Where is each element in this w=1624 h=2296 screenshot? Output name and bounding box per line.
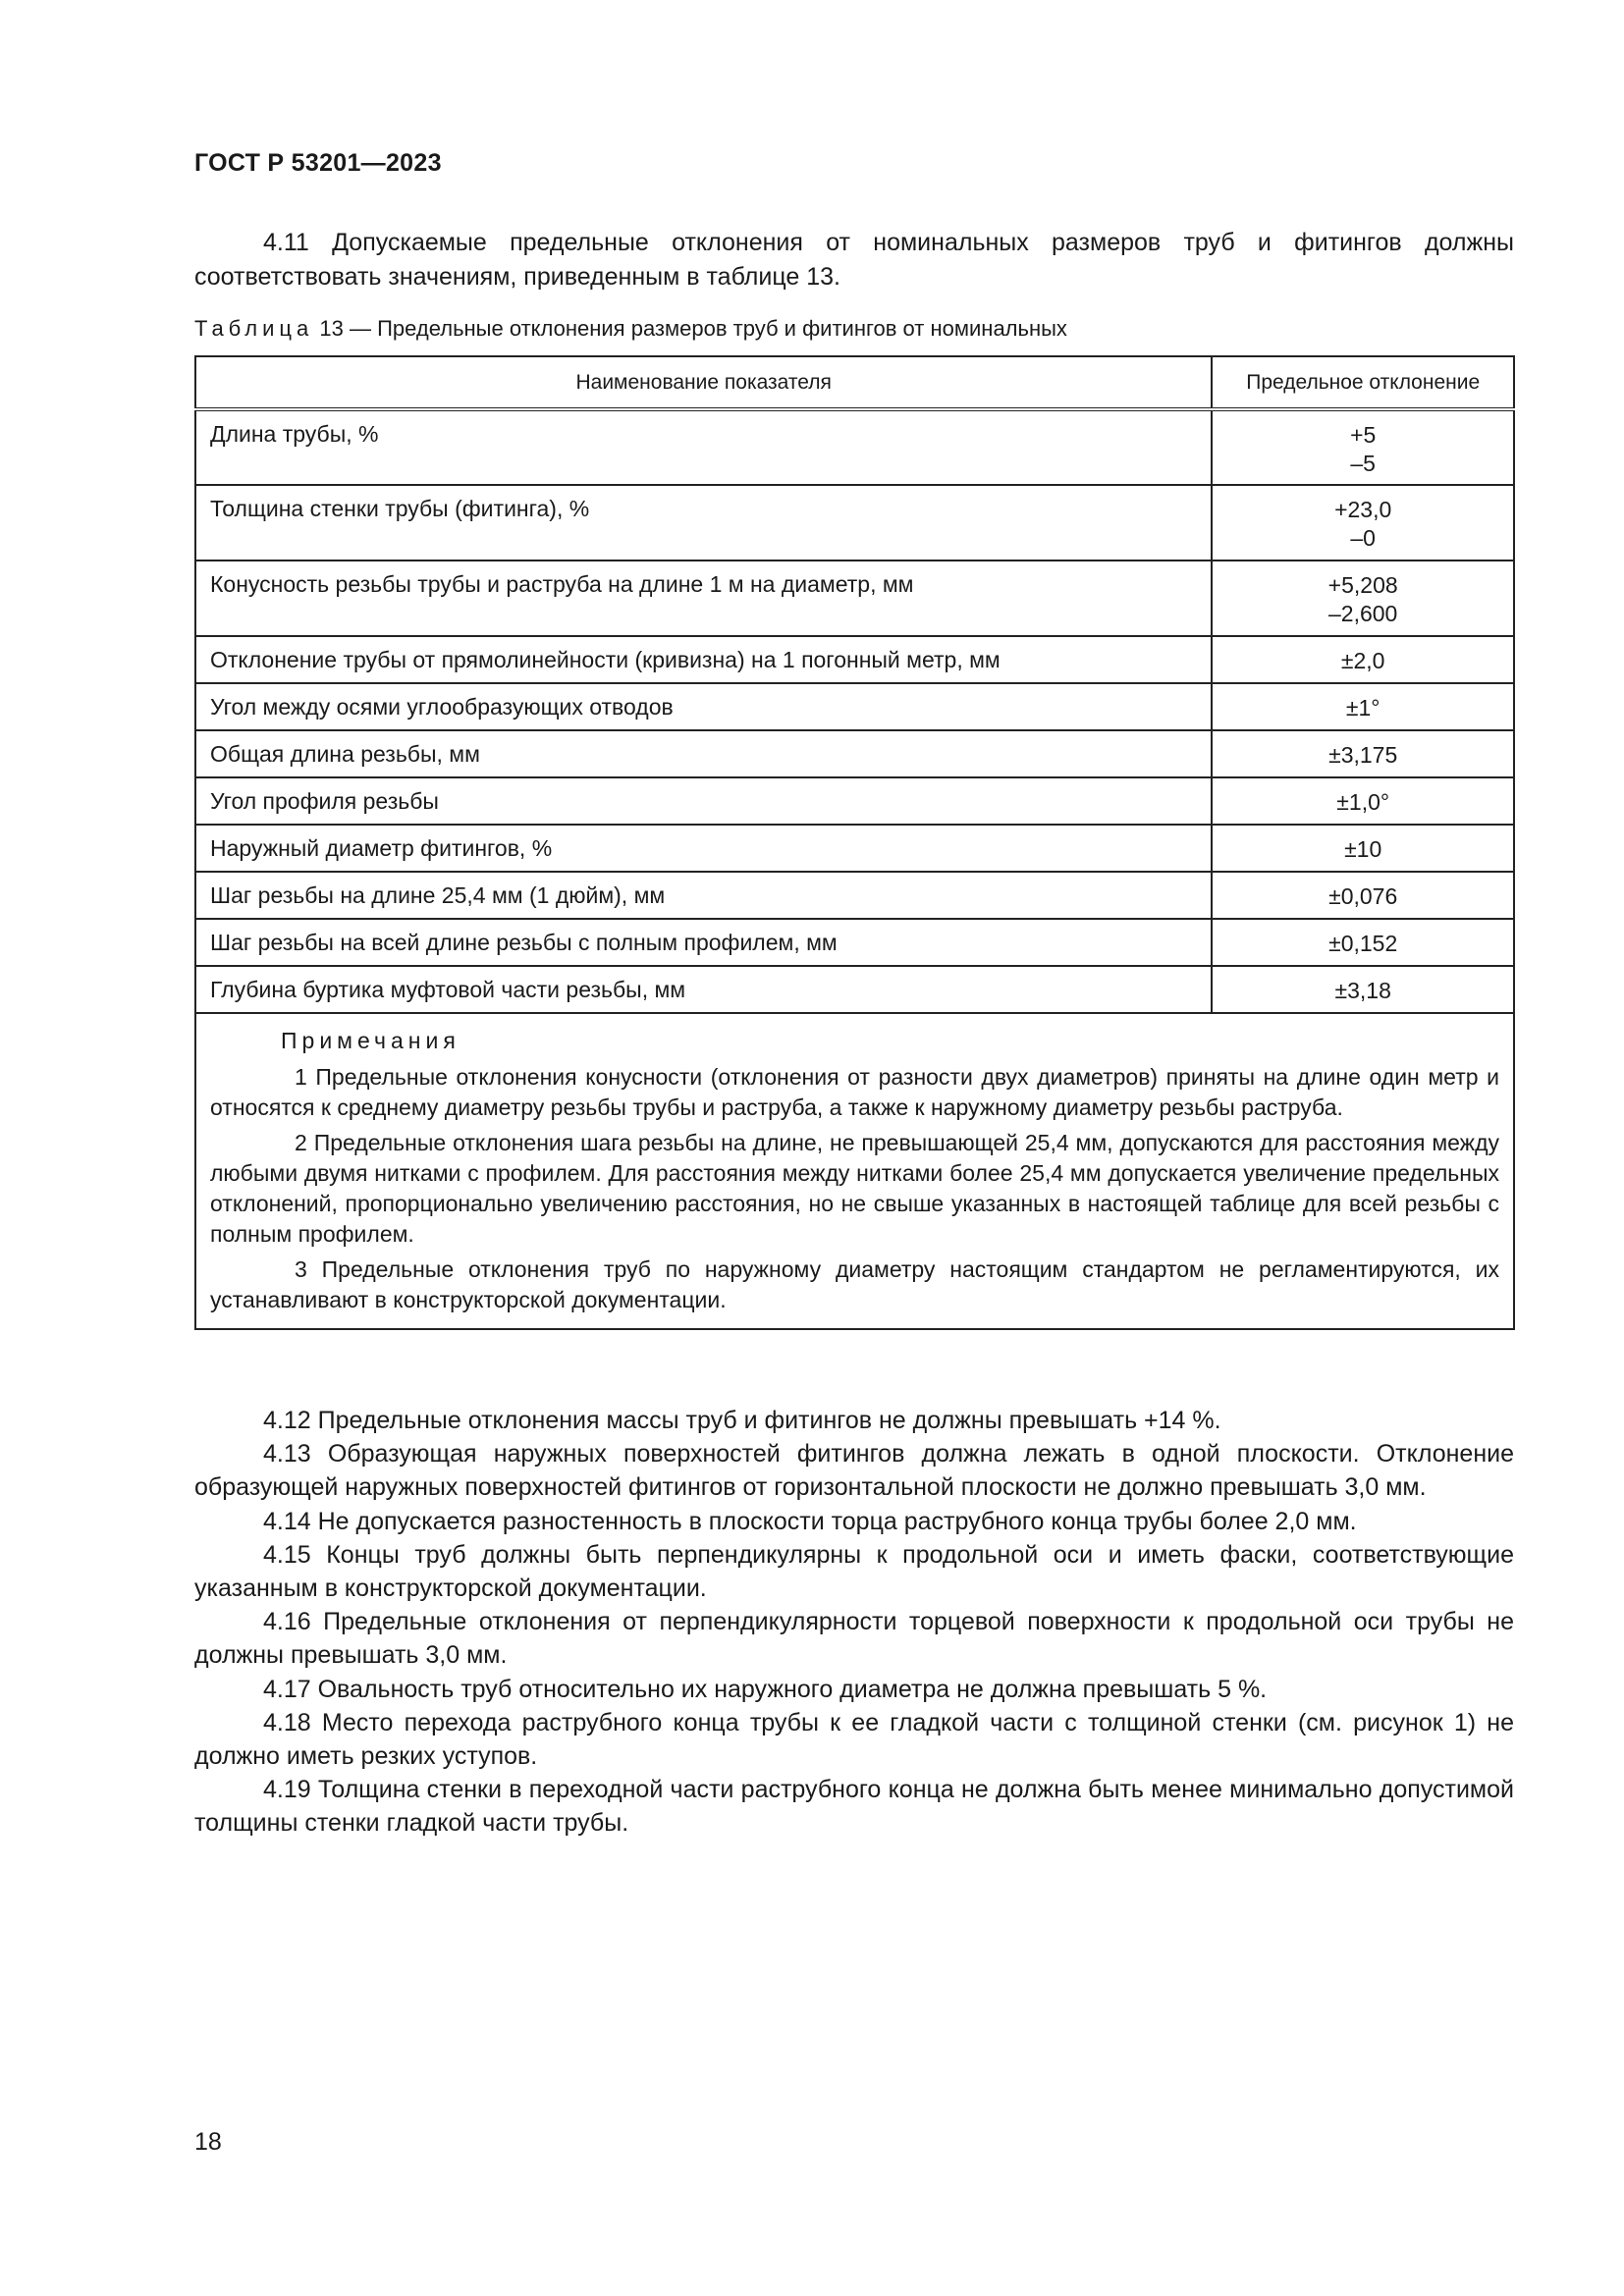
table-notes-row bbox=[195, 1013, 1514, 1329]
note-1: 1 Предельные отклонения конусности (отклонения от разности двух диаметров) приняты на длине один метр и относятся к среднему диаметру резьбы трубы и раструба, а также к наружному диаметру резьбы раструба. bbox=[210, 1064, 1499, 1120]
row-value: ±10 bbox=[1212, 825, 1514, 872]
table-row bbox=[195, 730, 1514, 777]
row-upper-value: +5,208 bbox=[1327, 572, 1398, 598]
paragraph-4-18: 4.18 Место перехода раструбного конца трубы к ее гладкой части с толщиной стенки (см. рисунок 1) не должно иметь резких уступов. bbox=[194, 1708, 1514, 1771]
header-value-column: Предельное отклонение bbox=[1212, 356, 1514, 409]
table-header-row bbox=[195, 356, 1514, 409]
paragraph-4-13: 4.13 Образующая наружных поверхностей фитингов должна лежать в одной плоскости. Отклонение образующей наружных поверхностей фитингов от горизонтальной плоскости не должно превышать 3,0 мм. bbox=[194, 1440, 1514, 1502]
row-value bbox=[1212, 485, 1514, 561]
table-row bbox=[195, 966, 1514, 1013]
paragraph-4-17: 4.17 Овальность труб относительно их наружного диаметра не должна превышать 5 %. bbox=[263, 1675, 1268, 1703]
row-upper-value: +5 bbox=[1350, 422, 1377, 448]
paragraph-4-15: 4.15 Концы труб должны быть перпендикулярны к продольной оси и иметь фаски, соответствующие указанным в конструкторской документации. bbox=[194, 1540, 1514, 1603]
note-2: 2 Предельные отклонения шага резьбы на длине, не превышающей 25,4 мм, допускаются для расстояния между любыми двумя нитками с профилем. Для расстояния между нитками более 25,4 мм допускается увеличение предельных отклонений, пропорционально увеличению расстояния, но не свыше указанных в настоящей таблице для всей резьбы с полным профилем. bbox=[210, 1130, 1499, 1247]
row-name: Конусность резьбы трубы и раструба на длине 1 м на диаметр, мм bbox=[195, 561, 1212, 636]
row-value: ±3,175 bbox=[1212, 730, 1514, 777]
row-upper-value: +23,0 bbox=[1334, 497, 1392, 522]
paragraph-4-12: 4.12 Предельные отклонения массы труб и фитингов не должны превышать +14 %. bbox=[263, 1407, 1221, 1434]
table-row bbox=[195, 777, 1514, 825]
row-name: Глубина буртика муфтовой части резьбы, мм bbox=[195, 966, 1212, 1013]
row-lower-value: –2,600 bbox=[1328, 601, 1398, 626]
paragraph-4-14: 4.14 Не допускается разностенность в плоскости торца раструбного конца трубы более 2,0 мм. bbox=[263, 1507, 1357, 1535]
table-row bbox=[195, 636, 1514, 683]
row-name: Шаг резьбы на всей длине резьбы с полным профилем, мм bbox=[195, 919, 1212, 966]
deviations-table bbox=[194, 355, 1515, 1330]
body-section bbox=[194, 1404, 1514, 1841]
row-lower-value: –0 bbox=[1350, 525, 1376, 551]
paragraph-4-16: 4.16 Предельные отклонения от перпендикулярности торцевой поверхности к продольной оси трубы не должны превышать 3,0 мм. bbox=[194, 1608, 1514, 1670]
table-row bbox=[195, 485, 1514, 561]
row-name: Длина трубы, % bbox=[195, 409, 1212, 485]
row-value: ±0,076 bbox=[1212, 872, 1514, 919]
table-row bbox=[195, 825, 1514, 872]
row-value bbox=[1212, 561, 1514, 636]
table-caption bbox=[194, 316, 1067, 342]
paragraph-4-19: 4.19 Толщина стенки в переходной части раструбного конца не должна быть менее минимально допустимой толщины стенки гладкой части трубы. bbox=[194, 1776, 1514, 1838]
row-value bbox=[1212, 409, 1514, 485]
table-row bbox=[195, 919, 1514, 966]
row-name: Толщина стенки трубы (фитинга), % bbox=[195, 485, 1212, 561]
row-name: Общая длина резьбы, мм bbox=[195, 730, 1212, 777]
table-row bbox=[195, 561, 1514, 636]
row-value: ±0,152 bbox=[1212, 919, 1514, 966]
table-row bbox=[195, 409, 1514, 485]
header-name-column: Наименование показателя bbox=[195, 356, 1212, 409]
table-notes bbox=[195, 1013, 1514, 1329]
row-value: ±3,18 bbox=[1212, 966, 1514, 1013]
row-name: Угол профиля резьбы bbox=[195, 777, 1212, 825]
row-name: Наружный диаметр фитингов, % bbox=[195, 825, 1212, 872]
table-row bbox=[195, 872, 1514, 919]
row-name: Шаг резьбы на длине 25,4 мм (1 дюйм), мм bbox=[195, 872, 1212, 919]
row-name: Отклонение трубы от прямолинейности (кривизна) на 1 погонный метр, мм bbox=[195, 636, 1212, 683]
row-value: ±1° bbox=[1212, 683, 1514, 730]
page-number: 18 bbox=[194, 2128, 222, 2156]
row-lower-value: –5 bbox=[1350, 451, 1376, 476]
document-code-header: ГОСТ Р 53201—2023 bbox=[194, 149, 442, 177]
row-name: Угол между осями углообразующих отводов bbox=[195, 683, 1212, 730]
table-caption-text: 13 — Предельные отклонения размеров труб и фитингов от номинальных bbox=[319, 316, 1067, 341]
table-caption-prefix: Таблица bbox=[194, 316, 314, 341]
row-value: ±1,0° bbox=[1212, 777, 1514, 825]
row-value: ±2,0 bbox=[1212, 636, 1514, 683]
notes-title: Примечания bbox=[281, 1028, 460, 1053]
table-row bbox=[195, 683, 1514, 730]
paragraph-4-11: 4.11 Допускаемые предельные отклонения от номинальных размеров труб и фитингов должны соответствовать значениям, приведенным в таблице 13. bbox=[194, 229, 1514, 291]
note-3: 3 Предельные отклонения труб по наружному диаметру настоящим стандартом не регламентируются, их устанавливают в конструкторской документации. bbox=[210, 1256, 1499, 1312]
